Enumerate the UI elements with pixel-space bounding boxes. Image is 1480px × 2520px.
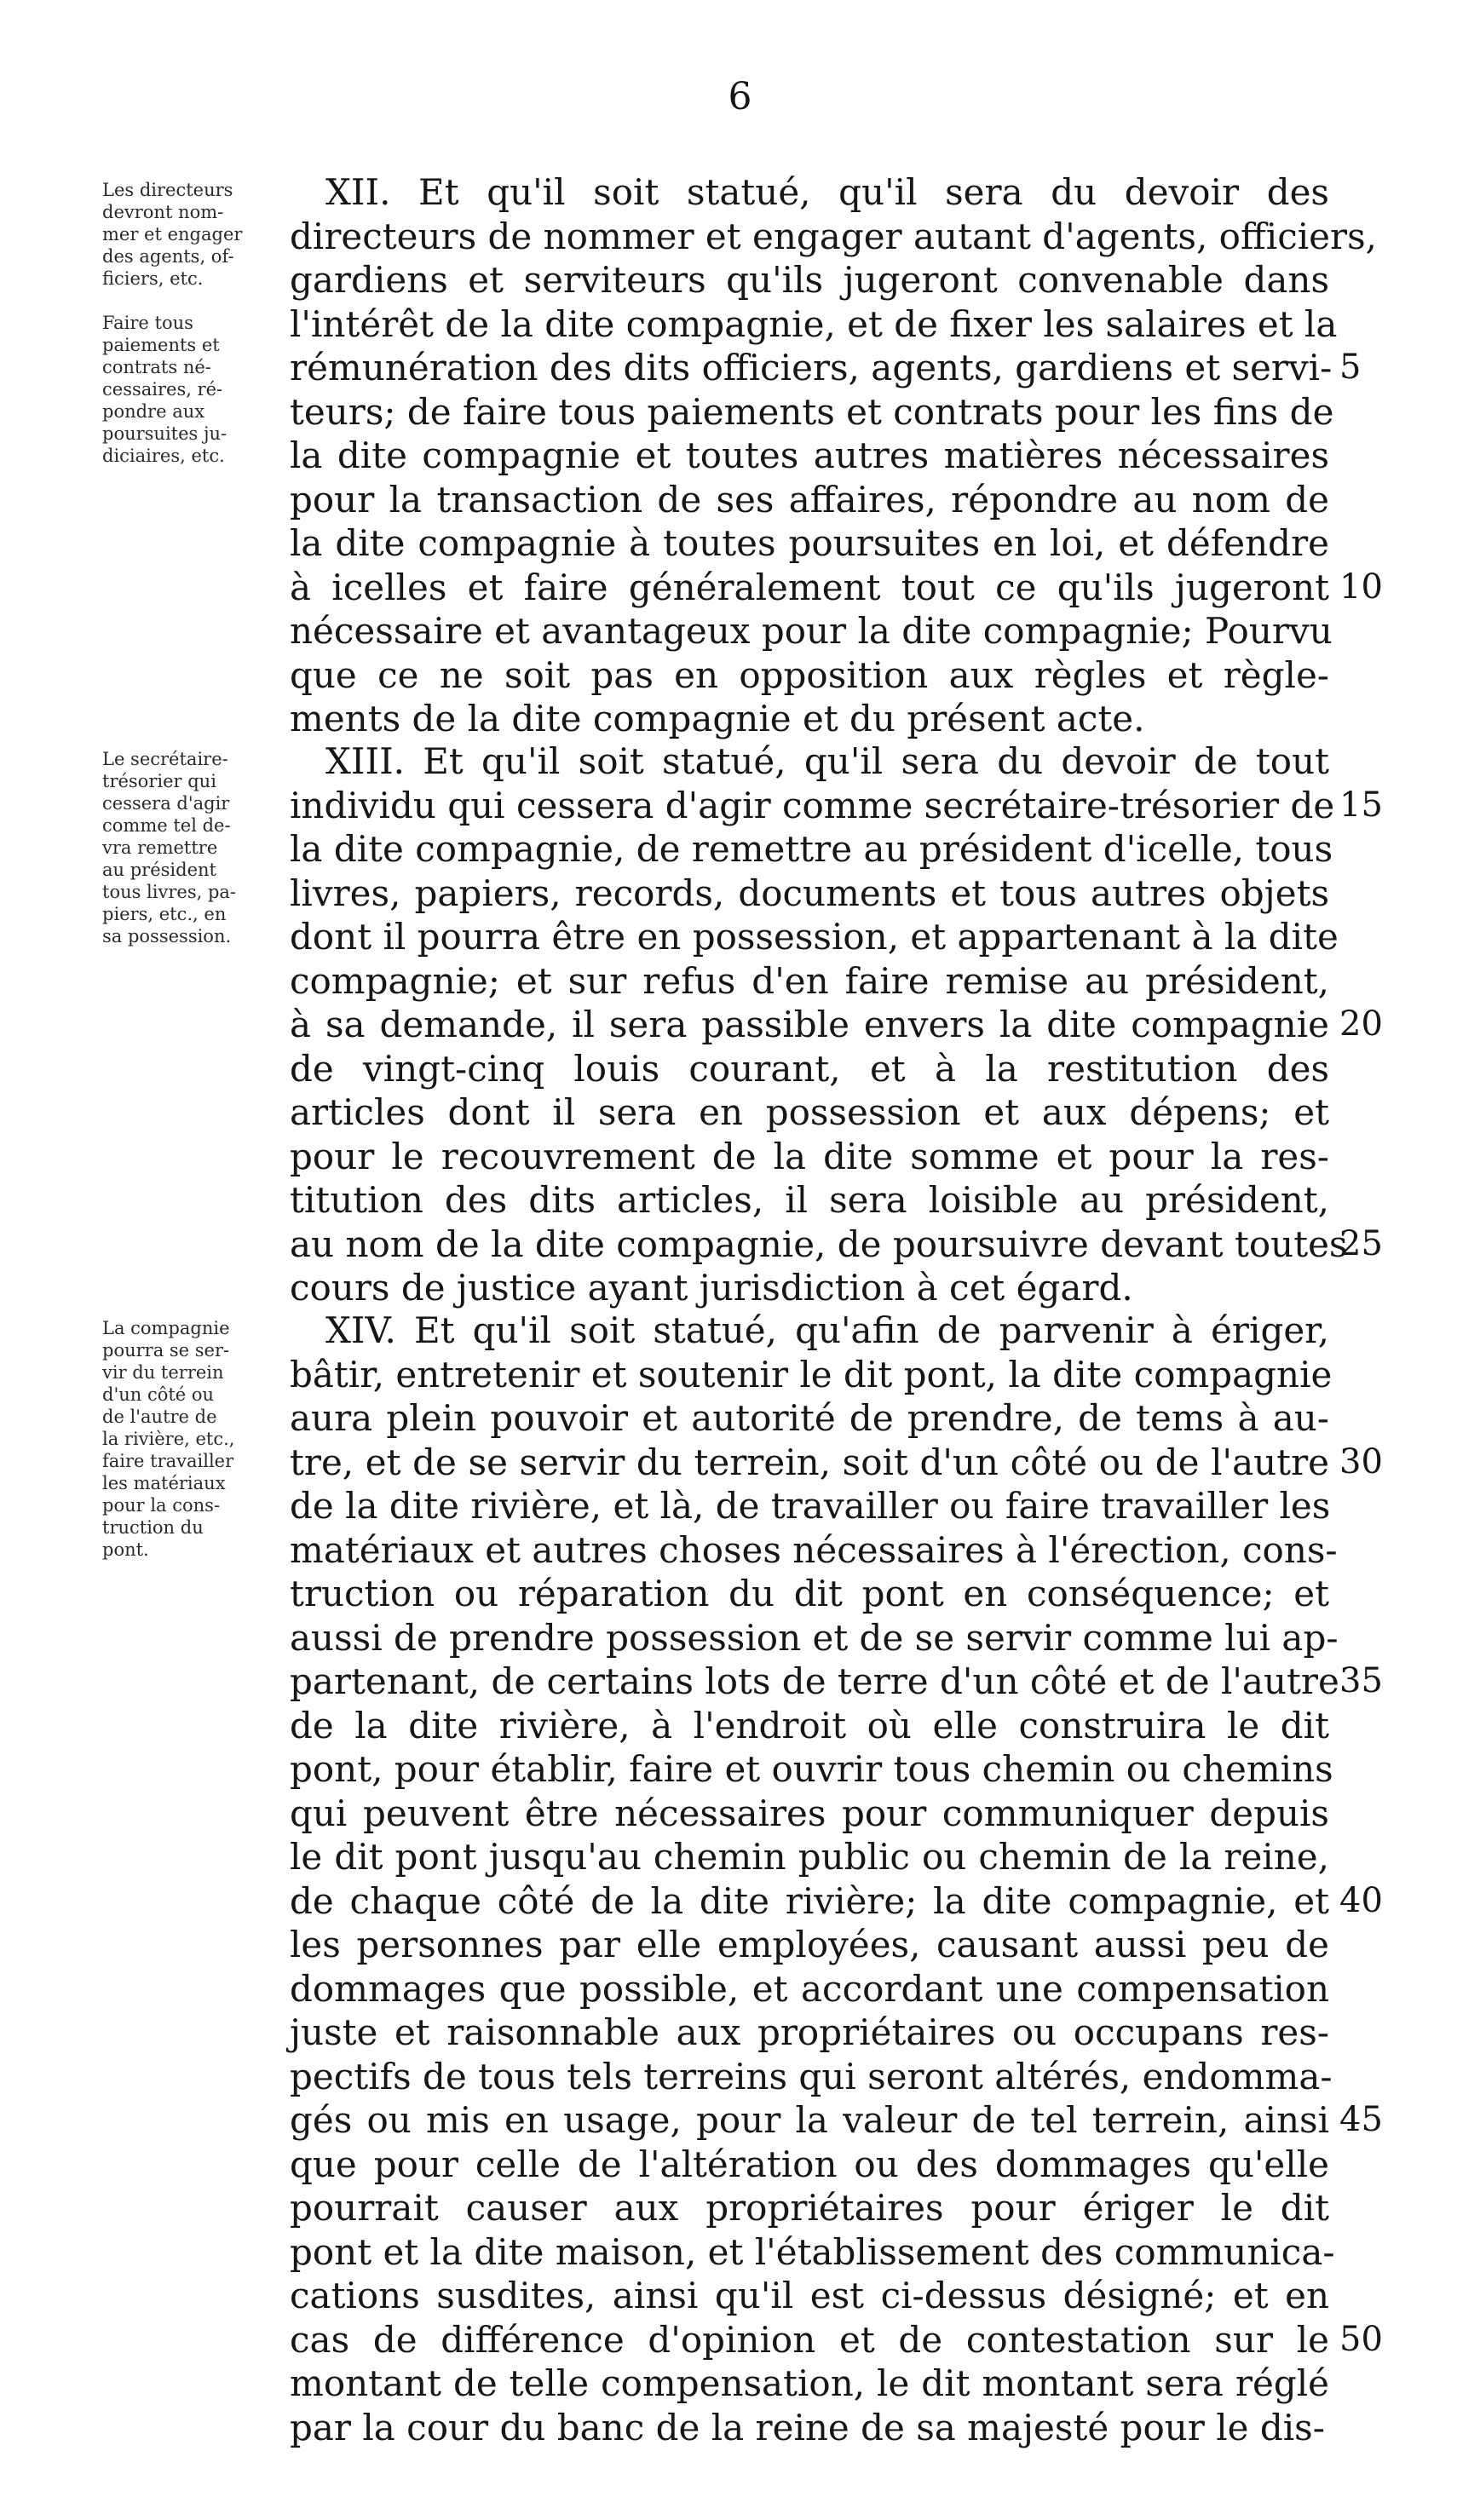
text-line: juste et raisonnable aux propriétaires ou occupans res- bbox=[290, 2011, 1329, 2053]
text-line: ments de la dite compagnie et du présent acte. bbox=[290, 698, 1145, 739]
text-line: cations susdites, ainsi qu'il est ci-dessus désigné; et en bbox=[290, 2275, 1329, 2316]
line-number: 35 bbox=[1339, 1661, 1383, 1700]
text-line: montant de telle compensation, le dit montant sera réglé bbox=[290, 2362, 1329, 2404]
text-line: la dite compagnie à toutes poursuites en loi, et défendre bbox=[290, 522, 1329, 564]
margin-note-line: Les directeurs bbox=[102, 180, 233, 200]
text-line: les personnes par elle employées, causant aussi peu de bbox=[290, 1924, 1329, 1965]
text-line: l'intérêt de la dite compagnie, et de fixer les salaires et la bbox=[290, 302, 1338, 345]
text-line: dommages que possible, et accordant une compensation bbox=[290, 1967, 1329, 2010]
margin-note-line: truction du bbox=[102, 1517, 204, 1538]
line-number: 40 bbox=[1339, 1880, 1383, 1920]
text-line: à icelles et faire généralement tout ce qu'ils jugeront bbox=[290, 566, 1329, 608]
margin-note-line: de l'autre de bbox=[102, 1407, 217, 1427]
margin-note-line: diciaires, etc. bbox=[102, 446, 225, 466]
margin-note-line bbox=[102, 290, 281, 312]
margin-note-line: vra remettre bbox=[102, 837, 218, 858]
text-line: articles dont il sera en possession et aux dépens; et bbox=[290, 1091, 1329, 1133]
margin-note-line: Faire tous bbox=[102, 313, 193, 333]
text-line: pont, pour établir, faire et ouvrir tous chemin ou chemins bbox=[290, 1748, 1333, 1790]
line-number: 5 bbox=[1339, 348, 1362, 387]
margin-note-line: Le secrétaire- bbox=[102, 749, 228, 769]
text-line: titution des dits articles, il sera loisible au président, bbox=[290, 1179, 1329, 1221]
text-line: de vingt-cinq louis courant, et à la restitution des bbox=[290, 1047, 1329, 1090]
text-line: cas de différence d'opinion et de contestation sur le bbox=[290, 2318, 1329, 2361]
text-line: que pour celle de l'altération ou des dommages qu'elle bbox=[290, 2143, 1329, 2185]
margin-note bbox=[102, 1317, 281, 1561]
text-line: rémunération des dits officiers, agents, gardiens et servi- bbox=[290, 347, 1333, 388]
text-line: le dit pont jusqu'au chemin public ou chemin de la reine, bbox=[290, 1836, 1329, 1878]
margin-note-line: mer et engager bbox=[102, 224, 243, 245]
article-text bbox=[290, 1309, 1339, 2449]
margin-note-line: sa possession. bbox=[102, 926, 232, 946]
margin-note-line: d'un côté ou bbox=[102, 1384, 215, 1405]
margin-note-line: contrats né- bbox=[102, 357, 211, 377]
margin-note-line: cessera d'agir bbox=[102, 793, 230, 814]
line-number: 30 bbox=[1339, 1441, 1383, 1482]
text-line: de la dite rivière, et là, de travailler ou faire travailler les bbox=[290, 1485, 1331, 1527]
text-line: pour le recouvrement de la dite somme et pour la res- bbox=[290, 1135, 1329, 1177]
margin-note-line: pont. bbox=[102, 1539, 149, 1560]
text-line: XII. Et qu'il soit statué, qu'il sera du devoir des bbox=[325, 171, 1329, 213]
text-line: individu qui cessera d'agir comme secrétaire-trésorier de bbox=[290, 784, 1335, 826]
line-number: 15 bbox=[1339, 785, 1383, 825]
line-number: 25 bbox=[1339, 1223, 1383, 1263]
text-line: que ce ne soit pas en opposition aux règles et règle- bbox=[290, 653, 1329, 696]
text-line: XIII. Et qu'il soit statué, qu'il sera du devoir de tout bbox=[325, 740, 1329, 782]
text-line: tre, et de se servir du terrein, soit d'un côté ou de l'autre bbox=[290, 1441, 1329, 1483]
margin-note-line: ficiers, etc. bbox=[102, 268, 204, 289]
text-line: bâtir, entretenir et soutenir le dit pont, la dite compagnie bbox=[290, 1353, 1333, 1395]
text-line: pont et la dite maison, et l'établissement des communica- bbox=[290, 2230, 1335, 2273]
text-line: la dite compagnie et toutes autres matières nécessaires bbox=[290, 434, 1329, 476]
text-line: aura plein pouvoir et autorité de prendre, de tems à au- bbox=[290, 1397, 1329, 1439]
text-line: qui peuvent être nécessaires pour communiquer depuis bbox=[290, 1792, 1329, 1834]
margin-note-line: trésorier qui bbox=[102, 771, 216, 791]
margin-note-line: poursuites ju- bbox=[102, 423, 227, 444]
margin-note-line: devront nom- bbox=[102, 202, 224, 222]
text-line: la dite compagnie, de remettre au président d'icelle, tous bbox=[290, 828, 1333, 870]
margin-note-line: des agents, of- bbox=[102, 246, 234, 267]
line-number: 20 bbox=[1339, 1004, 1383, 1044]
text-line: pectifs de tous tels terreins qui seront altérés, endomma- bbox=[290, 2055, 1333, 2097]
margin-note-line: pondre aux bbox=[102, 401, 205, 422]
margin-note-line: La compagnie bbox=[102, 1318, 230, 1338]
text-line: XIV. Et qu'il soit statué, qu'afin de parvenir à ériger, bbox=[325, 1309, 1329, 1351]
text-line: nécessaire et avantageux pour la dite compagnie; Pourvu bbox=[290, 610, 1333, 652]
text-line: pour la transaction de ses affaires, répondre au nom de bbox=[290, 478, 1329, 521]
margin-note bbox=[102, 179, 281, 467]
text-line: aussi de prendre possession et de se servir comme lui ap- bbox=[290, 1616, 1339, 1659]
margin-note bbox=[102, 748, 281, 947]
margin-note-line: piers, etc., en bbox=[102, 904, 227, 924]
text-line: de la dite rivière, à l'endroit où elle construira le dit bbox=[290, 1704, 1329, 1746]
text-line: partenant, de certains lots de terre d'un côté et de l'autre bbox=[290, 1660, 1339, 1702]
margin-note-line: la rivière, etc., bbox=[102, 1429, 235, 1449]
margin-note-line: vir du terrein bbox=[102, 1362, 224, 1383]
text-line: à sa demande, il sera passible envers la dite compagnie bbox=[290, 1004, 1329, 1045]
text-line: par la cour du banc de la reine de sa majesté pour le dis- bbox=[290, 2406, 1325, 2448]
margin-note-line: faire travailler bbox=[102, 1451, 234, 1471]
text-line: cours de justice ayant jurisdiction à cet égard. bbox=[290, 1267, 1133, 1309]
text-line: gés ou mis en usage, pour la valeur de tel terrein, ainsi bbox=[290, 2099, 1329, 2141]
margin-note-line: pourra se ser- bbox=[102, 1340, 230, 1361]
line-number: 50 bbox=[1339, 2319, 1383, 2359]
text-line: directeurs de nommer et engager autant d'agents, officiers, bbox=[290, 215, 1378, 257]
margin-note-line: comme tel de- bbox=[102, 815, 231, 836]
text-line: livres, papiers, records, documents et tous autres objets bbox=[290, 872, 1329, 914]
text-line: truction ou réparation du dit pont en conséquence; et bbox=[290, 1573, 1329, 1614]
margin-note-line: tous livres, pa- bbox=[102, 882, 237, 902]
text-line: gardiens et serviteurs qu'ils jugeront convenable dans bbox=[290, 259, 1329, 301]
text-line: de chaque côté de la dite rivière; la dite compagnie, et bbox=[290, 1879, 1329, 1922]
text-line: pourrait causer aux propriétaires pour ériger le dit bbox=[290, 2187, 1329, 2229]
margin-note-line: paiements et bbox=[102, 335, 220, 355]
text-line: matériaux et autres choses nécessaires à l'érection, cons- bbox=[290, 1528, 1338, 1571]
line-number: 10 bbox=[1339, 567, 1383, 607]
margin-note-line: cessaires, ré- bbox=[102, 379, 223, 400]
text-line: compagnie; et sur refus d'en faire remise au président, bbox=[290, 959, 1329, 1002]
margin-note-line: pour la cons- bbox=[102, 1495, 221, 1516]
text-line: au nom de la dite compagnie, de poursuivre devant toutes bbox=[290, 1223, 1348, 1265]
page-number: 6 bbox=[728, 75, 752, 118]
article-text bbox=[290, 739, 1348, 1310]
margin-note-line: au président bbox=[102, 860, 216, 880]
text-line: dont il pourra être en possession, et appartenant à la dite bbox=[290, 916, 1339, 958]
line-number: 45 bbox=[1339, 2100, 1383, 2139]
text-line: teurs; de faire tous paiements et contrats pour les fins de bbox=[290, 390, 1334, 433]
margin-note-line: les matériaux bbox=[102, 1473, 226, 1493]
